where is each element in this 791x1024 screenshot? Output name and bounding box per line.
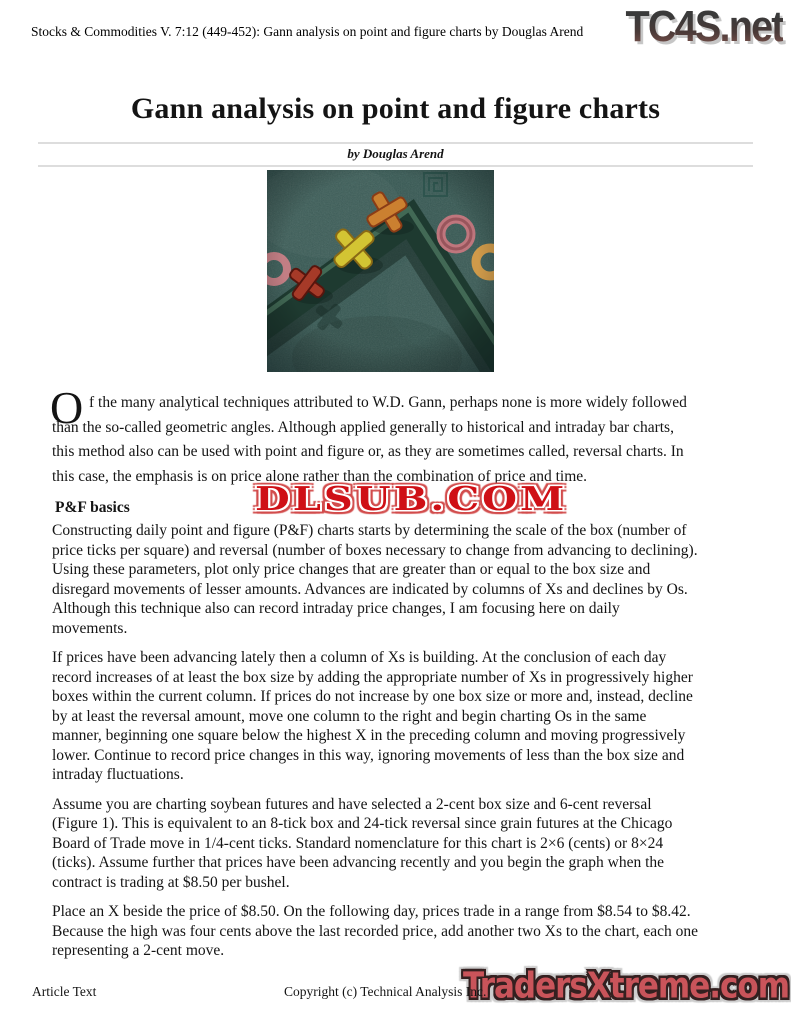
intro-text: f the many analytical techniques attributed to W.D. Gann, perhaps none is more widely followed than the so-called geometric angles. Although applied generally to historical and intraday bar charts, this method also can be used with point and figure or, as they are sometimes called, reversal charts. In this case, the emphasis is on price alone rather than the combination of price and time. xyxy=(52,394,687,485)
page-title: Gann analysis on point and figure charts xyxy=(130,92,661,125)
article-body xyxy=(50,382,699,971)
footer-copyright: Copyright (c) Technical Analysis Inc. xyxy=(284,984,487,999)
paragraph: Constructing daily point and figure (P&F) charts starts by determining the scale of the box (number of price ticks per square) and reversal (number of boxes necessary to change from advancing to declining). Using these parameters, plot only price changes that are greater than or equal to the box size and disregard movements of lesser amounts. Advances are indicated by columns of Xs and declines by Os. Although this technique also can record intraday price changes, I am focusing here on daily movements. xyxy=(52,522,698,637)
intro-paragraph xyxy=(50,382,698,489)
section-heading: P&F basics xyxy=(55,499,130,516)
divider-top xyxy=(38,142,753,144)
dlsub-watermark: DLSUB.COM xyxy=(255,479,568,519)
tradersxtreme-logo: TradersXtreme.com xyxy=(462,965,789,1007)
paragraph: Place an X beside the price of $8.50. On the following day, prices trade in a range from $8.54 to $8.42. Because the high was four cents above the last recorded price, add another two Xs to the chart, each one representing a 2-cent move. xyxy=(52,903,699,959)
divider-bottom xyxy=(38,165,753,167)
paragraph: Assume you are charting soybean futures and have selected a 2-cent box size and 6-cent reversal (Figure 1). This is equivalent to an 8-tick box and 24-tick reversal since grain futures at the Chicago Board of Trade move in 1/4-cent ticks. Standard nomenclature for this chart is 2×6 (cents) or 8×24 (ticks). Assume further that prices have been advancing recently and you begin the graph when the contract is trading at $8.50 per bushel. xyxy=(52,795,673,891)
tc4s-logo: TC4S.net xyxy=(625,2,783,51)
footer-article-text: Article Text xyxy=(32,984,97,999)
paragraph: If prices have been advancing lately then a column of Xs is building. At the conclusion of each day record increases of at least the box size by adding the appropriate number of Xs in progressively higher boxes within the current column. If prices do not increase by one box size or more and, instead, decline by at least the reversal amount, move one column to the right and begin charting Os in the same manner, beginning one square below the highest X in the preceding column and moving progressively lower. Continue to record price changes in this way, ignoring movements of less than the box size and intraday fluctuations. xyxy=(52,649,693,783)
drop-cap: O xyxy=(50,382,84,433)
citation-line: Stocks & Commodities V. 7:12 (449-452): Gann analysis on point and figure charts by Douglas Arend xyxy=(31,24,584,39)
article-illustration xyxy=(267,170,494,372)
byline: by Douglas Arend xyxy=(347,146,444,161)
